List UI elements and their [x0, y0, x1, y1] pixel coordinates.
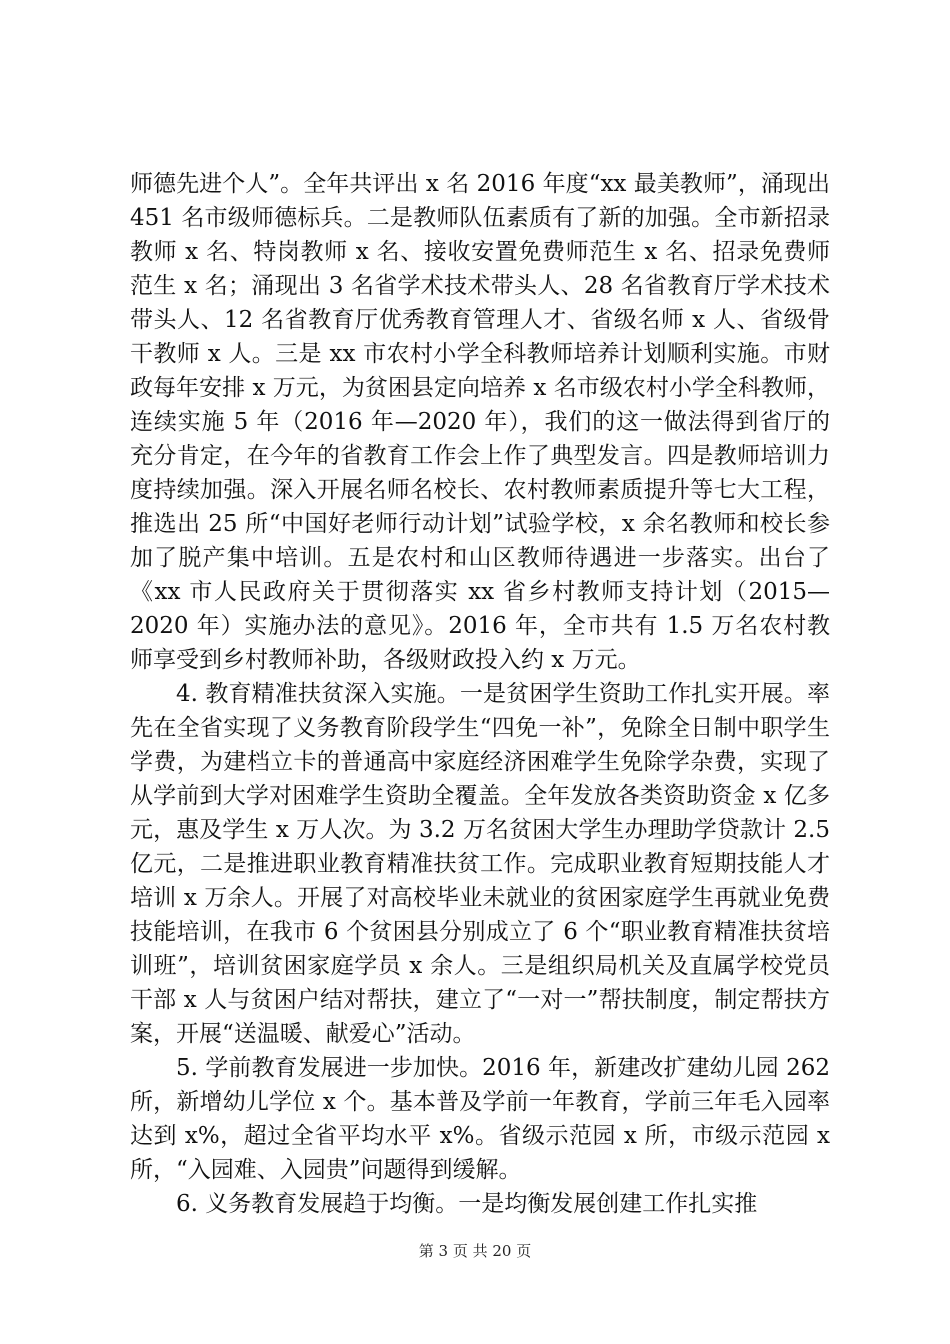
paragraph-teachers-continued: 师德先进个人”。全年共评出 x 名 2016 年度“xx 最美教师”，涌现出 451 名市级师德标兵。二是教师队伍素质有了新的加强。全市新招录教师 x 名、特岗教师 x 名、接收安置免费师范生 x 名、招录免费师范生 x 名；涌现出 3 名省学术技术带头人、28 名省教育厅学术技术带头人、12 名省教育厅优秀教育管理人才、省级名师 x 人、省级骨干教师 x 人。三是 xx 市农村小学全科教师培养计划顺利实施。市财政每年安排 x 万元，为贫困县定向培养 x 名市级农村小学全科教师，连续实施 5 年（2016 年—2020 年），我们的这一做法得到省厅的充分肯定，在今年的省教育工作会上作了典型发言。四是教师培训力度持续加强。深入开展名师名校长、农村教师素质提升等七大工程，推选出 25 所“中国好老师行动计划”试验学校，x 余名教师和校长参加了脱产集中培训。五是农村和山区教师待遇进一步落实。出台了《xx 市人民政府关于贯彻落实 xx 省乡村教师支持计划（2015—2020 年）实施办法的意见》。2016 年，全市共有 1.5 万名农村教师享受到乡村教师补助，各级财政投入约 x 万元。	[130, 171, 830, 673]
paragraph-preschool-education: 5. 学前教育发展进一步加快。2016 年，新建改扩建幼儿园 262 所，新增幼儿学位 x 个。基本普及学前一年教育，学前三年毛入园率达到 x%，超过全省平均水平 x%。省级示范园 x 所，市级示范园 x 所，“入园难、入园贵”问题得到缓解。	[130, 1055, 830, 1183]
page-number-footer: 第 3 页 共 20 页	[418, 1242, 532, 1260]
paragraph-poverty-alleviation: 4. 教育精准扶贫深入实施。一是贫困学生资助工作扎实开展。率先在全省实现了义务教育阶段学生“四免一补”，免除全日制中职学生学费，为建档立卡的普通高中家庭经济困难学生免除学杂费，实现了从学前到大学对困难学生资助全覆盖。全年发放各类资助资金 x 亿多元，惠及学生 x 万人次。为 3.2 万名贫困大学生办理助学贷款计 2.5 亿元，二是推进职业教育精准扶贫工作。完成职业教育短期技能人才培训 x 万余人。开展了对高校毕业未就业的贫困家庭学生再就业免费技能培训，在我市 6 个贫困县分别成立了 6 个“职业教育精准扶贫培训班”，培训贫困家庭学员 x 余人。三是组织局机关及直属学校党员干部 x 人与贫困户结对帮扶，建立了“一对一”帮扶制度，制定帮扶方案，开展“送温暖、献爱心”活动。	[130, 681, 830, 1047]
paragraph-compulsory-education: 6. 义务教育发展趋于均衡。一是均衡发展创建工作扎实推	[176, 1191, 758, 1217]
document-body	[130, 167, 830, 1221]
